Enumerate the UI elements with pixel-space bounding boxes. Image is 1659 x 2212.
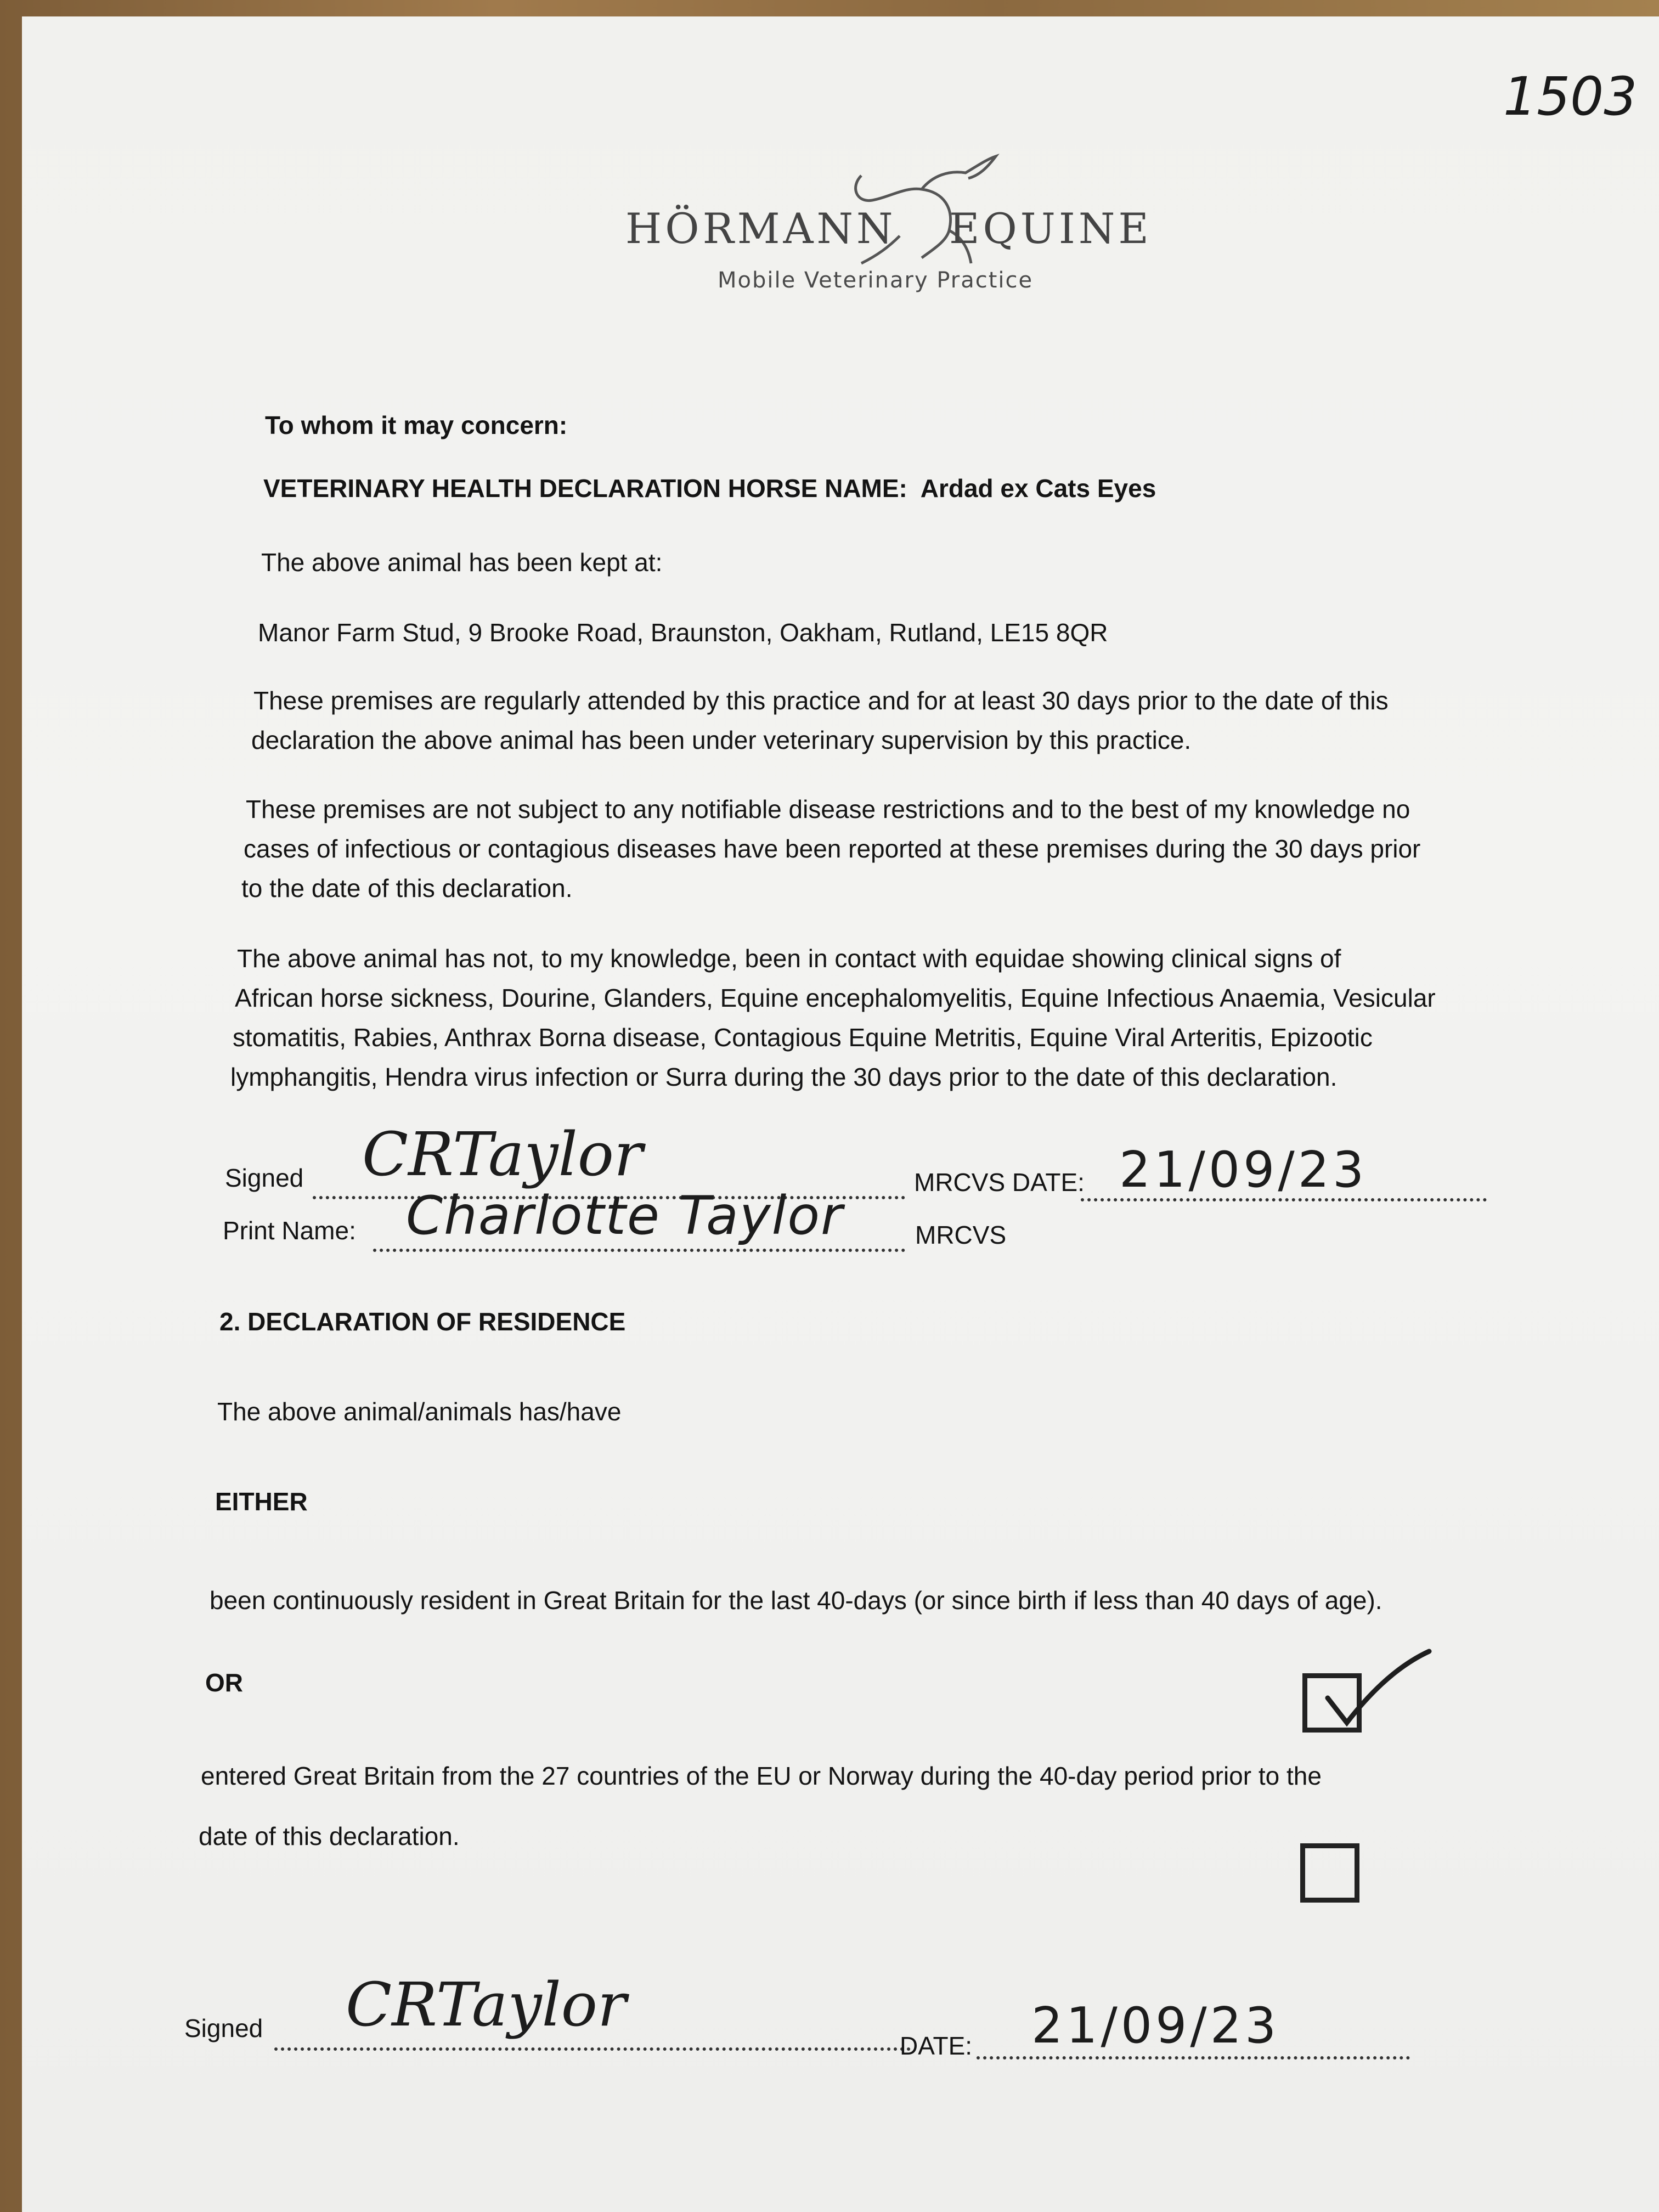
handwritten-document-number: 1503 — [1503, 66, 1638, 127]
paragraph-contact-line-3: stomatitis, Rabies, Anthrax Borna disease, Contagious Equine Metritis, Equine Viral Arteritis, Epizootic — [233, 1023, 1373, 1052]
handwritten-date-2: 21/09/23 — [1031, 1997, 1280, 2055]
or-label: OR — [205, 1668, 243, 1697]
paragraph-restrictions-line-3: to the date of this declaration. — [241, 874, 573, 902]
brand-subtitle: Mobile Veterinary Practice — [718, 268, 1034, 293]
salutation: To whom it may concern: — [265, 411, 568, 439]
mrcvs-label: MRCVS — [915, 1221, 1007, 1249]
signature-line-2 — [274, 2047, 911, 2051]
heading-label: VETERINARY HEALTH DECLARATION HORSE NAME: — [263, 474, 907, 503]
horse-name: Ardad ex Cats Eyes — [920, 474, 1156, 503]
brand-name-right: EQUINE — [949, 204, 1152, 253]
mrcvs-date-label: MRCVS DATE: — [914, 1168, 1085, 1197]
paragraph-restrictions-line-2: cases of infectious or contagious diseases have been reported at these premises during the 30 days prior — [244, 834, 1421, 863]
option-2-line-1: entered Great Britain from the 27 countries of the EU or Norway during the 40-day period prior to the — [201, 1762, 1322, 1790]
paragraph-contact-line-1: The above animal has not, to my knowledge, been in contact with equidae showing clinical signs of — [237, 944, 1341, 973]
handwritten-date-1: 21/09/23 — [1119, 1141, 1368, 1199]
paragraph-contact-line-4: lymphangitis, Hendra virus infection or Surra during the 30 days prior to the date of this declaration. — [230, 1063, 1338, 1091]
signature-1: CRTaylor — [362, 1119, 643, 1189]
section-2-intro: The above animal/animals has/have — [217, 1397, 622, 1426]
option-2-line-2: date of this declaration. — [199, 1822, 460, 1850]
signed-label-1: Signed — [225, 1164, 304, 1192]
paragraph-restrictions-line-1: These premises are not subject to any notifiable disease restrictions and to the best of my knowledge no — [246, 795, 1410, 823]
premises-address: Manor Farm Stud, 9 Brooke Road, Braunston, Oakham, Rutland, LE15 8QR — [258, 618, 1108, 647]
paragraph-contact-line-2: African horse sickness, Dourine, Glanders, Equine encephalomyelitis, Equine Infectious Anaemia, Vesicular — [235, 984, 1436, 1012]
checkmark-icon — [1317, 1649, 1437, 1742]
print-name-label: Print Name: — [223, 1216, 356, 1245]
option-1-text: been continuously resident in Great Britain for the last 40-days (or since birth if less than 40 days of age). — [210, 1586, 1383, 1615]
date-label-2: DATE: — [900, 2032, 973, 2060]
option-2-checkbox[interactable] — [1300, 1843, 1359, 1903]
signed-label-2: Signed — [184, 2014, 263, 2042]
handwritten-print-name: Charlotte Taylor — [406, 1185, 844, 1246]
signature-2: CRTaylor — [346, 1970, 627, 2040]
section-2-title: 2. DECLARATION OF RESIDENCE — [219, 1307, 626, 1336]
declaration-heading — [263, 473, 1156, 503]
either-label: EITHER — [215, 1487, 308, 1516]
brand-name-left: HÖRMANN — [625, 204, 896, 253]
print-name-line — [373, 1249, 905, 1252]
date-line-2 — [977, 2056, 1410, 2059]
kept-at-label: The above animal has been kept at: — [261, 548, 663, 577]
declaration-document — [22, 16, 1659, 2212]
paragraph-supervision-line-1: These premises are regularly attended by this practice and for at least 30 days prior to the date of this — [253, 686, 1389, 715]
paragraph-supervision-line-2: declaration the above animal has been under veterinary supervision by this practice. — [251, 726, 1192, 754]
